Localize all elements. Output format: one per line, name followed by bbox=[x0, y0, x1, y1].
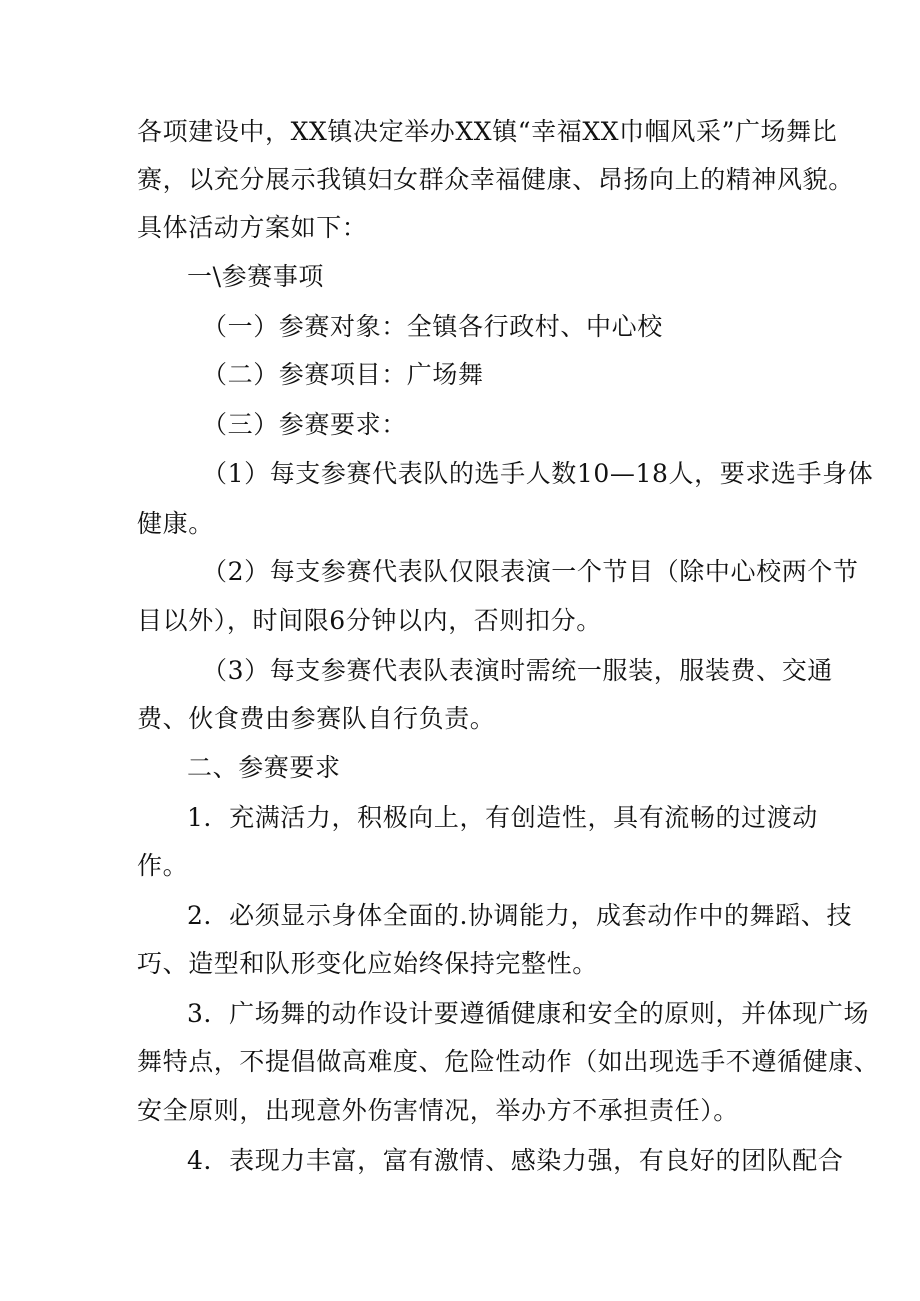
subsection-line: （三）参赛要求： bbox=[202, 410, 407, 439]
subsection-line: （一）参赛对象：全镇各行政村、中心校 bbox=[202, 312, 663, 341]
list-item-line: 4．表现力丰富，富有激情、感染力强，有良好的团队配合 bbox=[187, 1146, 844, 1175]
subsection-line: （二）参赛项目：广场舞 bbox=[202, 360, 484, 389]
list-item-continuation: 巧、造型和队形变化应始终保持完整性。 bbox=[137, 949, 598, 978]
list-item-continuation: 目以外），时间限6分钟以内，否则扣分。 bbox=[137, 606, 602, 635]
list-item-continuation: 健康。 bbox=[137, 509, 214, 538]
section-heading: 一\参赛事项 bbox=[187, 262, 325, 291]
body-text-line: 具体活动方案如下： bbox=[137, 213, 368, 242]
list-item-continuation: 作。 bbox=[137, 851, 189, 880]
body-text-line: 各项建设中，XX镇决定举办XX镇“幸福XX巾帼风采”广场舞比 bbox=[137, 117, 838, 146]
list-item-continuation: 安全原则，出现意外伤害情况，举办方不承担责任）。 bbox=[137, 1096, 739, 1125]
list-item-continuation: 舞特点，不提倡做高难度、危险性动作（如出现选手不遵循健康、 bbox=[137, 1047, 880, 1076]
list-item-continuation: 费、伙食费由参赛队自行负责。 bbox=[137, 704, 496, 733]
list-item-line: 2．必须显示身体全面的.协调能力，成套动作中的舞蹈、技 bbox=[187, 901, 853, 930]
list-item-line: （1）每支参赛代表队的选手人数10—18人，要求选手身体 bbox=[202, 459, 874, 488]
list-item-line: 3．广场舞的动作设计要遵循健康和安全的原则，并体现广场 bbox=[187, 999, 870, 1028]
list-item-line: （3）每支参赛代表队表演时需统一服装，服装费、交通 bbox=[202, 656, 833, 685]
section-heading: 二、参赛要求 bbox=[187, 753, 341, 782]
body-text-line: 赛，以充分展示我镇妇女群众幸福健康、昂扬向上的精神风貌。 bbox=[137, 165, 854, 194]
list-item-line: 1．充满活力，积极向上，有创造性，具有流畅的过渡动 bbox=[187, 803, 818, 832]
list-item-line: （2）每支参赛代表队仅限表演一个节目（除中心校两个节 bbox=[202, 557, 859, 586]
